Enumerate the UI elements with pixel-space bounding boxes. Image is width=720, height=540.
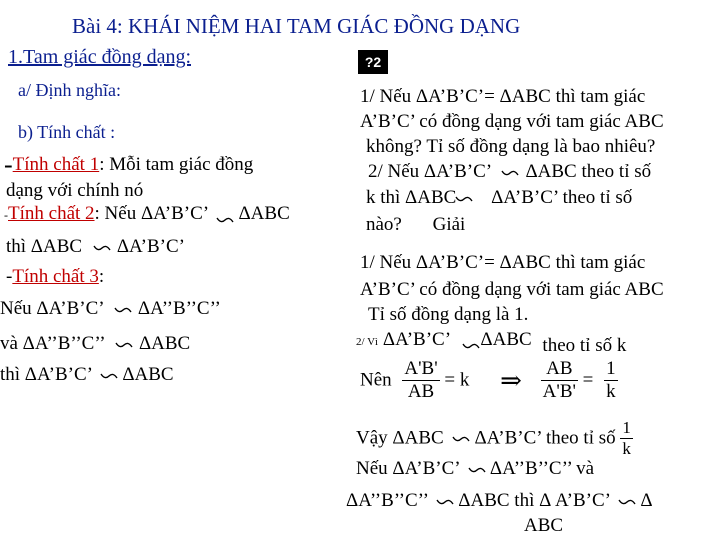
- fraction-2: [541, 358, 578, 403]
- property-3-l1b: ΔA’’B’’C’’: [137, 298, 221, 319]
- similar-icon: [452, 434, 470, 444]
- fraction-1-den: AB: [407, 381, 435, 402]
- fraction-3-num: 1: [606, 358, 616, 379]
- property-3-line-3: [0, 364, 174, 386]
- fraction-2-den: A'B': [542, 381, 576, 402]
- definition-heading: a/ Định nghĩa:: [18, 80, 121, 100]
- answer-line-4-small: 2/ Vì: [356, 336, 379, 348]
- answer-line-1: 1/ Nếu ΔA’B’C’= ΔABC thì tam giác: [360, 252, 646, 273]
- similar-icon: [618, 497, 636, 507]
- answer-line-4b: ΔABC: [480, 329, 532, 350]
- conclusion-line-3a: ΔA’’B’’C’’: [346, 490, 428, 511]
- similar-icon: [216, 215, 234, 225]
- equals-sign: =: [582, 369, 594, 391]
- question-line-3: không? Tỉ số đồng dạng là bao nhiêu?: [366, 136, 656, 157]
- similar-icon: [501, 168, 519, 178]
- property-2-tail: ΔABC: [238, 203, 290, 224]
- formula-line: [360, 358, 618, 403]
- question-line-4: [368, 161, 651, 183]
- question-line-6: [366, 214, 465, 236]
- property-3-line: -Tính chất 3:: [6, 266, 105, 287]
- solution-label: Giải: [432, 214, 466, 235]
- question-line-6: nào?: [366, 214, 402, 235]
- answer-line-4a: ΔA’B’C’: [382, 329, 450, 350]
- answer-line-4: [356, 329, 626, 357]
- question-badge: ?2: [358, 50, 388, 74]
- conclusion-line-2: [356, 458, 594, 480]
- conclusion-fraction: [620, 418, 633, 459]
- similar-icon: [455, 194, 473, 204]
- question-line-5a: k thì ΔABC: [366, 187, 457, 208]
- property-2-line-2: [6, 236, 185, 258]
- property-2-line-2b: ΔA’B’C’: [116, 236, 186, 257]
- conclusion-line-2a: Nếu ΔA’B’C’: [356, 458, 460, 479]
- conclusion-line-3b: ΔABC thì Δ A’B’C’: [458, 490, 610, 511]
- fraction-2-num: AB: [541, 358, 578, 381]
- answer-line-4c: theo tỉ số k: [542, 335, 627, 356]
- fraction-3-den: k: [606, 381, 616, 402]
- property-2-label: Tính chất 2: [8, 203, 95, 224]
- therefore-label: Nên: [360, 369, 392, 391]
- similar-icon: [93, 243, 111, 253]
- page-title: Bài 4: KHÁI NIỆM HAI TAM GIÁC ĐỒNG DẠNG: [72, 14, 521, 38]
- conclusion-line-4: ABC: [524, 515, 564, 536]
- property-3-l2a: và ΔA’’B’’C’’: [0, 333, 105, 354]
- conclusion-line-1a: Vậy ΔABC: [356, 427, 444, 449]
- property-2-line-2a: thì ΔABC: [6, 236, 83, 257]
- implies-symbol: ⇒: [500, 365, 522, 395]
- property-1-label: Tính chất 1: [12, 154, 100, 175]
- question-line-4a: 2/ Nếu ΔA’B’C’: [368, 161, 491, 182]
- similar-icon: [462, 341, 480, 351]
- conclusion-line-1: [356, 418, 633, 459]
- property-3-l1a: Nếu ΔA’B’C’: [0, 298, 104, 319]
- conclusion-fraction-num: 1: [622, 418, 631, 437]
- similar-icon: [115, 340, 133, 350]
- conclusion-line-1b: ΔA’B’C’ theo tỉ số: [474, 427, 616, 449]
- conclusion-line-3: [346, 490, 653, 512]
- property-3-label: Tính chất 3: [12, 266, 99, 287]
- question-line-4b: ΔABC theo tỉ số: [525, 161, 652, 182]
- question-line-5: [366, 187, 632, 209]
- answer-line-2: A’B’C’ có đồng dạng với tam giác ABC: [360, 279, 664, 300]
- similar-icon: [468, 465, 486, 475]
- conclusion-line-2b: ΔA’’B’’C’’ và: [489, 458, 595, 479]
- property-3-line-2: [0, 333, 190, 355]
- question-line-5b: ΔA’B’C’ theo tỉ số: [491, 187, 633, 208]
- property-3-colon: :: [98, 266, 105, 287]
- conclusion-line-3c: Δ: [640, 490, 653, 511]
- section-heading: 1.Tam giác đồng dạng:: [8, 46, 191, 68]
- equals-k: = k: [444, 369, 470, 391]
- property-1-line: -Tính chất 1: Mỗi tam giác đồng: [4, 150, 254, 179]
- properties-heading: b) Tính chất :: [18, 122, 116, 142]
- question-line-2: A’B’C’ có đồng dạng với tam giác ABC: [360, 111, 664, 132]
- similar-icon: [436, 497, 454, 507]
- fraction-3: [604, 358, 618, 403]
- property-1-text-2: dạng với chính nó: [6, 180, 144, 201]
- conclusion-fraction-den: k: [622, 439, 631, 458]
- similar-icon: [114, 305, 132, 315]
- property-3-l2b: ΔABC: [138, 333, 191, 354]
- question-line-1: 1/ Nếu ΔA’B’C’= ΔABC thì tam giác: [360, 86, 646, 107]
- property-3-l3a: thì ΔA’B’C’: [0, 364, 92, 385]
- fraction-1: [402, 358, 439, 403]
- similar-icon: [100, 371, 118, 381]
- answer-line-3: Tỉ số đồng dạng là 1.: [368, 304, 529, 325]
- property-2-text: : Nếu ΔA’B’C’: [94, 203, 208, 224]
- property-1-text: : Mỗi tam giác đồng: [99, 154, 254, 175]
- fraction-1-num: A'B': [404, 358, 438, 379]
- property-3-line-1: [0, 298, 221, 320]
- property-3-l3b: ΔABC: [122, 364, 174, 385]
- property-2-line: -Tính chất 2: Nếu ΔA’B’C’ ΔABC: [4, 203, 290, 224]
